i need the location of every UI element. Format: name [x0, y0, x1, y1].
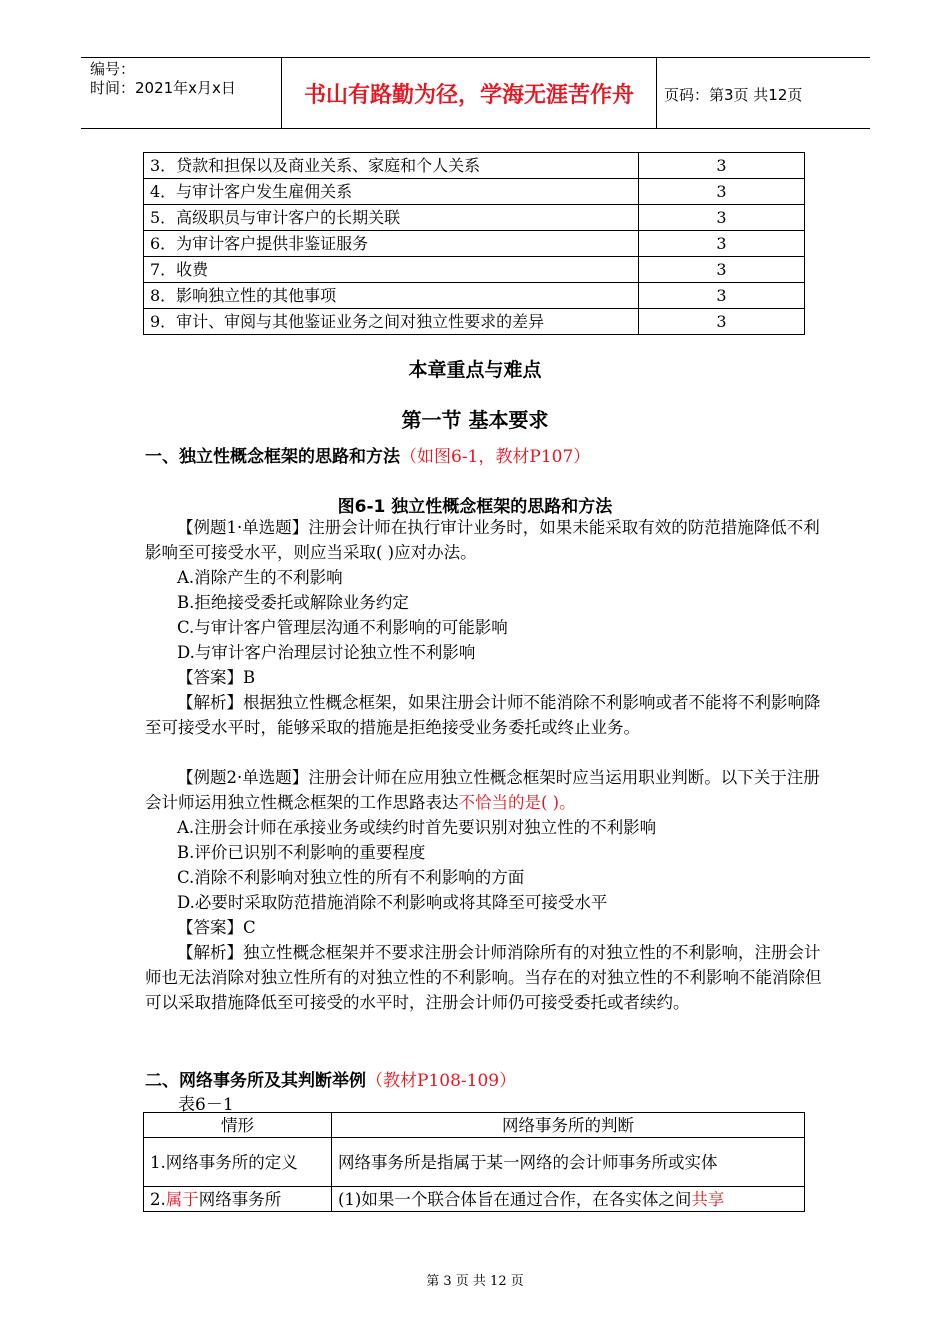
contents-label: 4．与审计客户发生雇佣关系 — [144, 179, 639, 205]
table-cell — [332, 1187, 805, 1212]
cell-highlight: 共享 — [691, 1189, 725, 1209]
stem-text: 【例题2·单选题】注册会计师在应用独立性概念框架时应当运用职业判断。以下关于注册会计师运用独立性概念框架的工作思路表达 — [145, 768, 820, 812]
contents-row — [144, 309, 805, 335]
contents-label: 7．收费 — [144, 257, 639, 283]
stem-highlight: 不恰当的是( )。 — [458, 793, 576, 812]
header-page-info: 页码：第3页 共12页 — [664, 86, 803, 104]
cell-text: (1)如果一个联合体旨在通过合作，在各实体之间 — [338, 1189, 692, 1209]
contents-table — [143, 152, 805, 335]
option-a: A.消除产生的不利影响 — [177, 568, 343, 587]
contents-row — [144, 179, 805, 205]
option-c: C.与审计客户管理层沟通不利影响的可能影响 — [177, 618, 508, 637]
contents-value: 3 — [639, 205, 805, 231]
example-2 — [145, 765, 825, 1015]
table-label: 表6－1 — [178, 1095, 234, 1115]
heading-reference: （教材P108-109） — [366, 1071, 517, 1091]
contents-value: 3 — [639, 231, 805, 257]
option-a: A.注册会计师在承接业务或续约时首先要识别对独立性的不利影响 — [177, 818, 657, 837]
cell-text: 2. — [150, 1189, 166, 1209]
contents-row — [144, 283, 805, 309]
contents-row — [144, 153, 805, 179]
contents-label: 6．为审计客户提供非鉴证服务 — [144, 231, 639, 257]
contents-value: 3 — [639, 153, 805, 179]
contents-label: 5．高级职员与审计客户的长期关联 — [144, 205, 639, 231]
heading-text: 一、独立性概念框架的思路和方法 — [145, 447, 400, 467]
contents-label: 3．贷款和担保以及商业关系、家庭和个人关系 — [144, 153, 639, 179]
document-time-label: 时间：2021年x月x日 — [90, 79, 236, 97]
option-d: D.与审计客户治理层讨论独立性不利影响 — [177, 643, 476, 662]
table-header-row — [144, 1113, 805, 1138]
header-meta — [90, 60, 236, 98]
page-footer: 第 3 页 共 12 页 — [426, 1274, 524, 1289]
table-row — [144, 1187, 805, 1212]
analysis: 【解析】根据独立性概念框架，如果注册会计师不能消除不利影响或者不能将不利影响降至可接受水平时，能够采取的措施是拒绝接受业务委托或终止业务。 — [145, 693, 821, 737]
heading-network-firm — [145, 1066, 516, 1091]
figure-caption: 图6-1 独立性概念框架的思路和方法 — [337, 497, 613, 517]
answer: 【答案】C — [177, 918, 256, 937]
heading-concept-framework — [145, 442, 590, 467]
contents-value: 3 — [639, 257, 805, 283]
chapter-title: 本章重点与难点 — [408, 359, 542, 381]
option-d: D.必要时采取防范措施消除不利影响或将其降至可接受水平 — [177, 893, 608, 912]
header-cell: 网络事务所的判断 — [332, 1113, 805, 1138]
option-b: B.拒绝接受委托或解除业务约定 — [177, 593, 409, 612]
header-motto: 书山有路勤为径，学海无涯苦作舟 — [281, 58, 657, 128]
table-cell: 网络事务所是指属于某一网络的会计师事务所或实体 — [332, 1138, 805, 1187]
option-c: C.消除不利影响对独立性的所有不利影响的方面 — [177, 868, 525, 887]
table-cell — [144, 1187, 332, 1212]
contents-value: 3 — [639, 283, 805, 309]
contents-row — [144, 205, 805, 231]
document-number-label: 编号： — [90, 60, 136, 78]
cell-text: 网络事务所 — [198, 1189, 282, 1209]
section-title: 第一节 基本要求 — [401, 408, 549, 432]
contents-label: 8．影响独立性的其他事项 — [144, 283, 639, 309]
option-b: B.评价已识别不利影响的重要程度 — [177, 843, 426, 862]
example-1 — [145, 515, 825, 740]
header-cell: 情形 — [144, 1113, 332, 1138]
network-firm-table — [143, 1112, 805, 1212]
cell-highlight: 属于 — [165, 1189, 199, 1209]
heading-reference: （如图6-1，教材P107） — [400, 447, 591, 467]
question-stem: 【例题1·单选题】注册会计师在执行审计业务时，如果未能采取有效的防范措施降低不利影响至可接受水平，则应当采取( )应对办法。 — [145, 518, 820, 562]
answer: 【答案】B — [177, 668, 256, 687]
question-stem — [145, 765, 825, 815]
heading-text: 二、网络事务所及其判断举例 — [145, 1071, 366, 1091]
analysis: 【解析】独立性概念框架并不要求注册会计师消除所有的对独立性的不利影响，注册会计师也无法消除对独立性所有的对独立性的不利影响。当存在的对独立性的不利影响不能消除但可以采取措施降低至可接受的水平时，注册会计师仍可接受委托或者续约。 — [145, 943, 822, 1012]
contents-row — [144, 231, 805, 257]
contents-value: 3 — [639, 179, 805, 205]
table-row — [144, 1138, 805, 1187]
contents-value: 3 — [639, 309, 805, 335]
contents-label: 9．审计、审阅与其他鉴证业务之间对独立性要求的差异 — [144, 309, 639, 335]
contents-row — [144, 257, 805, 283]
page-header — [81, 57, 870, 129]
table-cell: 1.网络事务所的定义 — [144, 1138, 332, 1187]
